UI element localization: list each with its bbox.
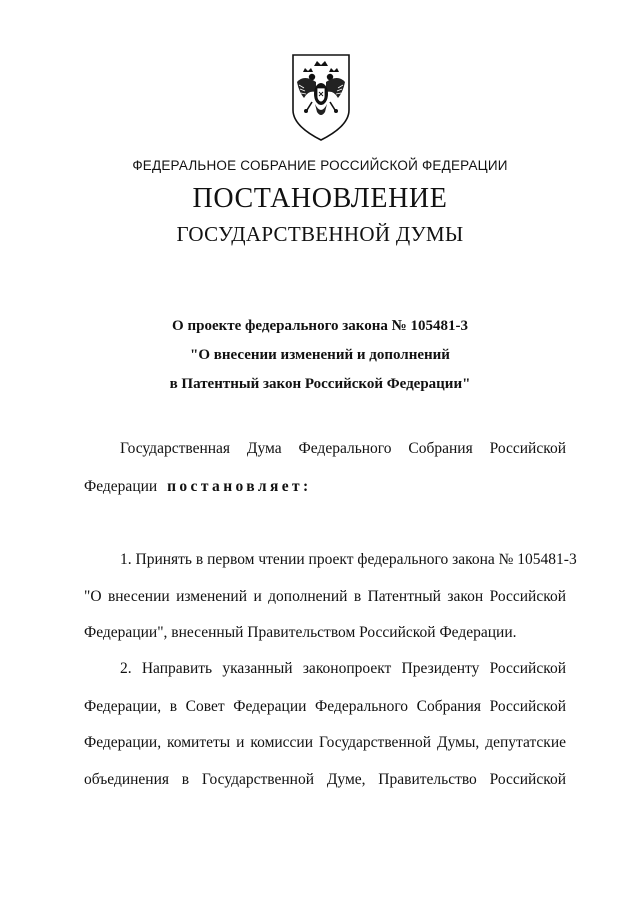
preamble-line: [84, 478, 566, 496]
title-line: О проекте федерального закона № 105481-3: [172, 318, 468, 334]
document-type: ПОСТАНОВЛЕНИЕ: [192, 183, 448, 214]
item-2-line: Федерации, в Совет Федерации Федерального Собрания Российской: [84, 698, 566, 715]
organization-name: ФЕДЕРАЛЬНОЕ СОБРАНИЕ РОССИЙСКОЙ ФЕДЕРАЦИИ: [132, 158, 508, 173]
preamble-line: Государственная Дума Федерального Собрания Российской: [120, 440, 566, 457]
item-2-line: 2. Направить указанный законопроект Президенту Российской: [120, 660, 566, 677]
item-1-line: Федерации", внесенный Правительством Российской Федерации.: [84, 624, 517, 641]
title-line: в Патентный закон Российской Федерации": [169, 376, 471, 392]
document-issuer: ГОСУДАРСТВЕННОЙ ДУМЫ: [176, 222, 464, 246]
item-2-line: объединения в Государственной Думе, Правительство Российской: [84, 771, 566, 788]
title-line: "О внесении изменений и дополнений: [190, 347, 450, 363]
document-title: [0, 312, 640, 399]
item-1-line: "О внесении изменений и дополнений в Патентный закон Российской: [84, 588, 566, 605]
item-2-line: Федерации, комитеты и комиссии Государственной Думы, депутатские: [84, 734, 566, 751]
item-1-line: 1. Принять в первом чтении проект федерального закона № 105481-3: [120, 551, 577, 568]
decree-verb: постановляет:: [167, 478, 312, 495]
preamble-start: Федерации: [84, 478, 158, 495]
coat-of-arms-emblem: [290, 52, 352, 142]
